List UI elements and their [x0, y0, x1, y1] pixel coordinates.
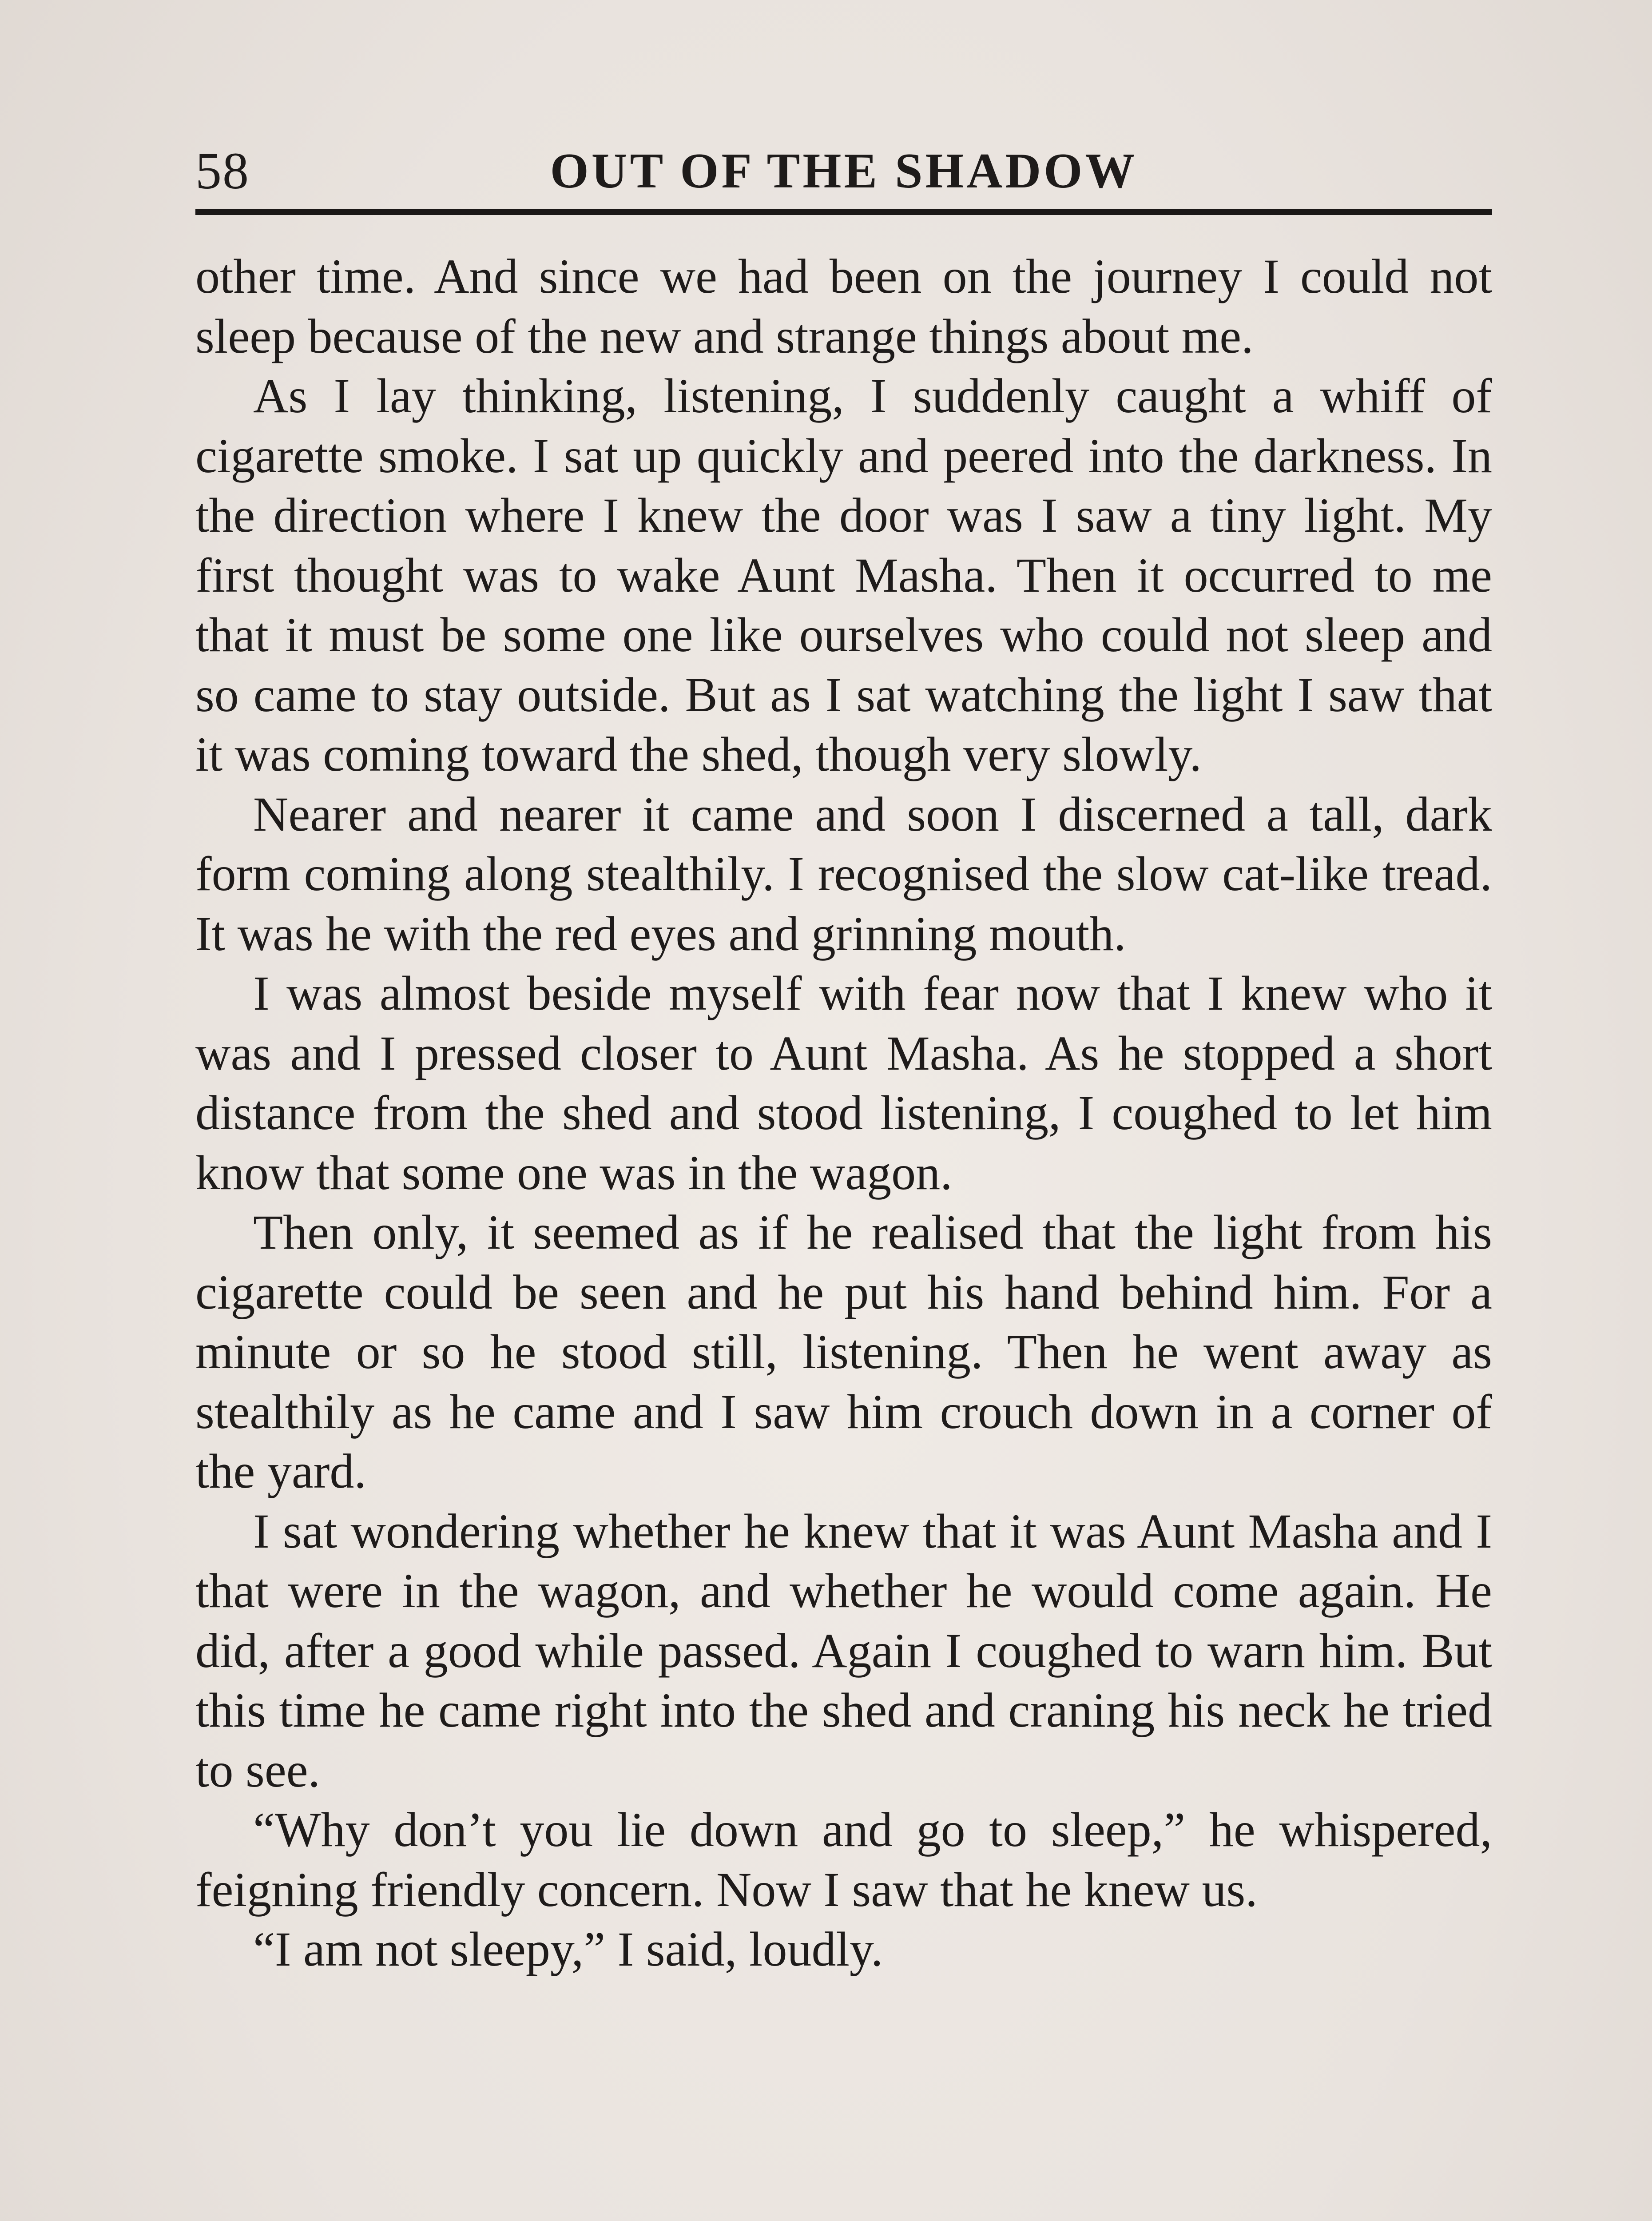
- body-text: [195, 247, 1492, 1979]
- paragraph-continuation: other time. And since we had been on the journey I could not sleep because of the new and strange things about me.: [195, 249, 1492, 363]
- page-number: 58: [195, 142, 250, 200]
- paragraph: Then only, it seemed as if he realised that the light from his cigarette could be seen and he put his hand behind him. For a minute or so he stood still, listening. Then he went away as stealthily as he came and I saw him crouch down in a corner of the yard.: [195, 1205, 1492, 1498]
- paragraph: “Why don’t you lie down and go to sleep,” he whispered, feigning friendly concern. Now I saw that he knew us.: [195, 1803, 1492, 1917]
- paragraph: As I lay thinking, listening, I suddenly caught a whiff of cigarette smoke. I sat up quickly and peered into the darkness. In the direction where I knew the door was I saw a tiny light. My first thought was to wake Aunt Masha. Then it occurred to me that it must be some one like ourselves who could not sleep and so came to stay outside. But as I sat watching the light I saw that it was coming toward the shed, though very slowly.: [195, 369, 1492, 781]
- paragraph: I sat wondering whether he knew that it was Aunt Masha and I that were in the wagon, and whether he would come again. He did, after a good while passed. Again I coughed to warn him. But this time he came right into the shed and craning his neck he tried to see.: [195, 1504, 1492, 1797]
- paragraph: I was almost beside myself with fear now that I knew who it was and I pressed closer to Aunt Masha. As he stopped a short distance from the shed and stood listening, I coughed to let him know that some one was in the wagon.: [195, 966, 1492, 1200]
- paragraph: “I am not sleepy,” I said, loudly.: [253, 1922, 883, 1976]
- paragraph: Nearer and nearer it came and soon I discerned a tall, dark form coming along stealthily. I recognised the slow cat-like tread. It was he with the red eyes and grinning mouth.: [195, 787, 1492, 961]
- header-rule: [195, 209, 1492, 215]
- running-title: OUT OF THE SHADOW: [550, 143, 1138, 199]
- running-head: [195, 133, 1492, 209]
